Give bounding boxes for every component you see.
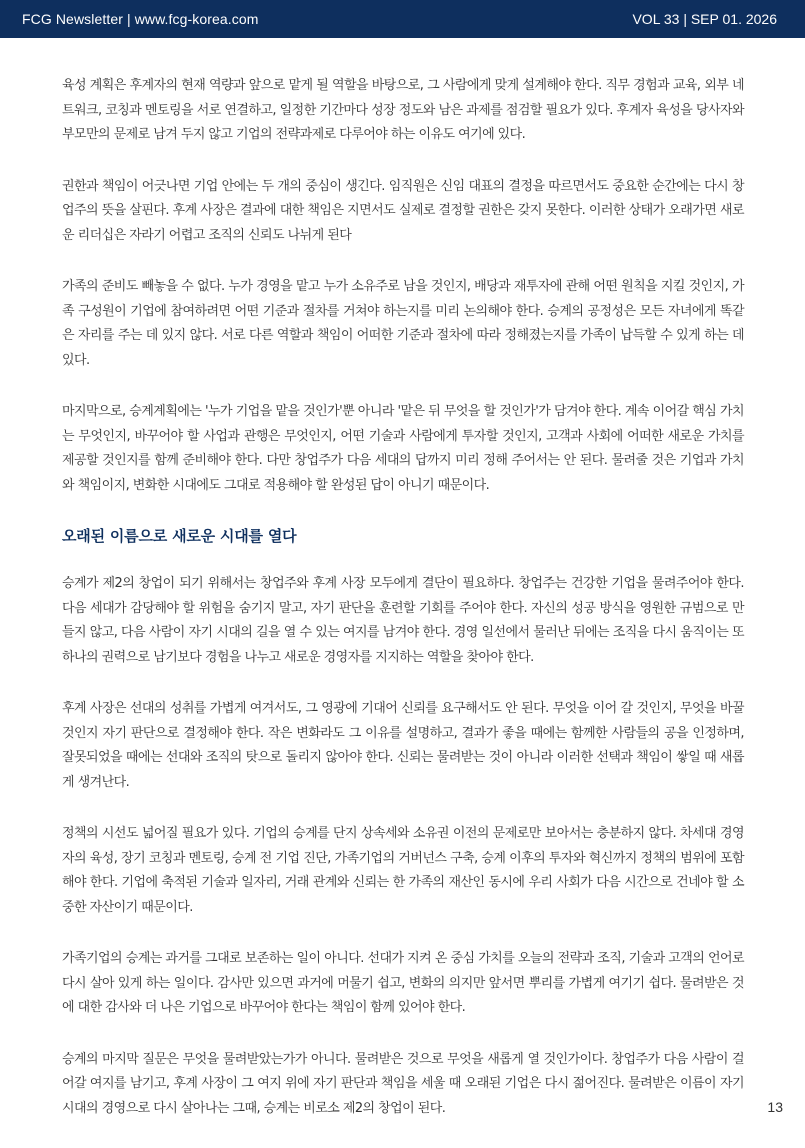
section-heading: 오래된 이름으로 새로운 시대를 열다: [62, 527, 297, 545]
paragraph: 가족의 준비도 빼놓을 수 없다. 누가 경영을 맡고 누가 소유주로 남을 것인지, 배당과 재투자에 관해 어떤 원칙을 지킬 것인지, 가족 구성원이 기업에 참여하려면 어떤 기준과 절차를 거쳐야 하는지를 미리 논의해야 한다. 승계의 공정성은 모든 자녀에게 똑같은 자리를 주는 데 있지 않다. 서로 다른 역할과 책임이 어떠한 기준과 절차에 따라 정해졌는지를 가족이 납득할 수 있게 하는 데 있다.: [62, 279, 744, 368]
paragraph: 육성 계획은 후계자의 현재 역량과 앞으로 맡게 될 역할을 바탕으로, 그 사람에게 맞게 설계해야 한다. 직무 경험과 교육, 외부 네트워크, 코칭과 멘토링을 서로 연결하고, 일정한 기간마다 성장 정도와 남은 과제를 점검할 필요가 있다. 후계자 육성을 당사자와 부모만의 문제로 남겨 두지 않고 기업의 전략과제로 다루어야 하는 이유도 여기에 있다.: [62, 78, 744, 142]
paragraph: 승계의 마지막 질문은 무엇을 물려받았는가가 아니다. 물려받은 것으로 무엇을 새롭게 열 것인가이다. 창업주가 다음 사람이 걸어갈 여지를 남기고, 후계 사장이 그 여지 위에 자기 판단과 책임을 세울 때 오래된 기업은 다시 젊어진다. 물려받은 이름이 자기 시대의 경영으로 다시 살아나는 그때, 승계는 비로소 제2의 창업이 된다.: [62, 1051, 744, 1116]
paragraph: 후계 사장은 선대의 성취를 가볍게 여겨서도, 그 영광에 기대어 신뢰를 요구해서도 안 된다. 무엇을 이어 갈 것인지, 무엇을 바꿀 것인지 자기 판단으로 결정해야 한다. 작은 변화라도 그 이유를 설명하고, 결과가 좋을 때에는 함께한 사람들의 공을 인정하며, 잘못되었을 때에는 선대와 조직의 탓으로 돌리지 않아야 한다. 신뢰는 물려받는 것이 아니라 이러한 선택과 책임이 쌓일 때 새롭게 생겨난다.: [62, 701, 744, 790]
paragraph: 정책의 시선도 넓어질 필요가 있다. 기업의 승계를 단지 상속세와 소유권 이전의 문제로만 보아서는 충분하지 않다. 차세대 경영자의 육성, 장기 코칭과 멘토링, 승계 전 기업 진단, 가족기업의 거버넌스 구축, 승계 이후의 투자와 혁신까지 정책의 범위에 포함해야 한다. 기업에 축적된 기술과 일자리, 거래 관계와 신뢰는 한 가족의 재산인 동시에 우리 사회가 다음 시간으로 건네야 할 소중한 자산이기 때문이다.: [62, 826, 744, 915]
paragraph: 마지막으로, 승계계획에는 '누가 기업을 맡을 것인가'뿐 아니라 '맡은 뒤 무엇을 할 것인가'가 담겨야 한다. 계속 이어갈 핵심 가치는 무엇인지, 바꾸어야 할 사업과 관행은 무엇인지, 어떤 기술과 사람에게 투자할 것인지, 고객과 사회에 어떠한 새로운 가치를 제공할 것인지를 함께 준비해야 한다. 다만 창업주가 다음 세대의 답까지 미리 정해 주어서는 안 된다. 물려줄 것은 기업과 가치와 책임이지, 변화한 시대에도 그대로 적용해야 할 완성된 답이 아니기 때문이다.: [62, 404, 744, 493]
issue-info: VOL 33 | SEP 01. 2026: [632, 11, 777, 27]
article-body: [62, 74, 744, 1148]
paragraph: 권한과 책임이 어긋나면 기업 안에는 두 개의 중심이 생긴다. 임직원은 신임 대표의 결정을 따르면서도 중요한 순간에는 다시 창업주의 뜻을 살핀다. 후계 사장은 결과에 대한 책임은 지면서도 실제로 결정할 권한은 갖지 못한다. 이러한 상태가 오래가면 새로운 리더십은 자라기 어렵고 조직의 신뢰도 나뉘게 된다: [62, 178, 744, 243]
paragraph: 가족기업의 승계는 과거를 그대로 보존하는 일이 아니다. 선대가 지켜 온 중심 가치를 오늘의 전략과 조직, 기술과 고객의 언어로 다시 살아 있게 하는 일이다. 감사만 있으면 과거에 머물기 쉽고, 변화의 의지만 앞서면 뿌리를 가볍게 여기기 쉽다. 물려받은 것에 대한 감사와 더 나은 기업으로 바꾸어야 한다는 책임이 함께 있어야 한다.: [62, 951, 744, 1015]
newsletter-title: FCG Newsletter | www.fcg-korea.com: [22, 11, 259, 27]
page-header: [0, 0, 805, 38]
page-number: 13: [767, 1099, 783, 1115]
paragraph: 승계가 제2의 창업이 되기 위해서는 창업주와 후계 사장 모두에게 결단이 필요하다. 창업주는 건강한 기업을 물려주어야 한다. 다음 세대가 감당해야 할 위험을 숨기지 말고, 자기 판단을 훈련할 기회를 주어야 한다. 자신의 성공 방식을 영원한 규범으로 만들지 않고, 다음 사람이 자기 시대의 길을 열 수 있는 여지를 남겨야 한다. 경영 일선에서 물러난 뒤에는 조직을 다시 움직이는 또 하나의 권력으로 남기보다 경험을 나누고 새로운 경영자를 지지하는 역할을 찾아야 한다.: [62, 576, 744, 665]
